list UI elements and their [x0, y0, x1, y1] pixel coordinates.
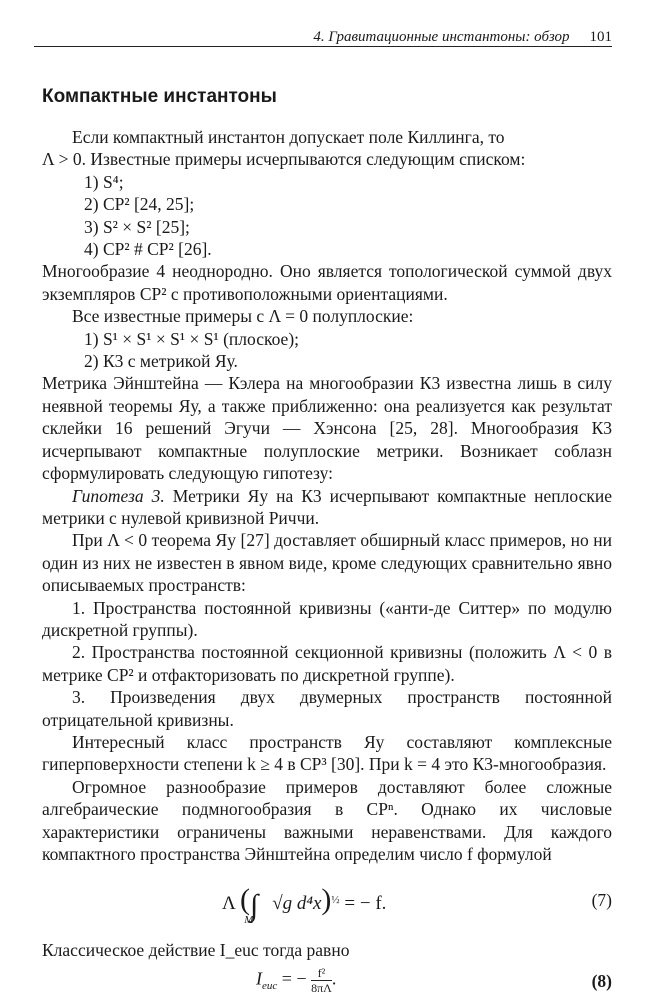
paragraph-7: 2. Пространства постоянной секционной кривизны (положить Λ < 0 в метрике CP² и отфакторизовать по дискретной группе). [42, 642, 612, 685]
eq8-lhs-sub: euc [262, 980, 278, 993]
eq7-lambda: Λ [222, 893, 236, 915]
list2-item-2: 2) К3 с метрикой Яу. [84, 351, 238, 372]
hypothesis [42, 485, 612, 530]
eq7-domain: M [244, 914, 254, 927]
equation-7 [42, 875, 612, 939]
page-number: 101 [589, 29, 612, 45]
paragraph-1: Если компактный инстантон допускает поле Киллинга, то [72, 127, 505, 147]
list1-item-4: 4) CP² # CP² [26]. [84, 239, 212, 260]
eq8-fraction [311, 966, 332, 995]
page-body [42, 126, 612, 1006]
integral-sign: ∫ [250, 889, 259, 923]
paragraph-2: Многообразие 4 неоднородно. Оно является топологической суммой двух экземпляров CP² с противоположными ориентациями. [42, 261, 612, 304]
equation-8-formula [256, 966, 336, 998]
equation-8 [42, 962, 612, 1006]
list2-item-1: 1) S¹ × S¹ × S¹ × S¹ (плоское); [84, 328, 300, 349]
paragraph-1b: Λ > 0. Известные примеры исчерпываются следующим списком: [42, 149, 526, 170]
paragraph-6: 1. Пространства постоянной кривизны («анти-де Ситтер» по модулю дискретной группы). [42, 597, 612, 640]
equation-7-formula: Λ ($\int_M$ √g d⁴x)$^{\frac{1}{2}}$ = − f. [222, 883, 387, 927]
list1-item-1: 1) S⁴; [84, 171, 124, 192]
hypothesis-label: Гипотеза 3. [72, 485, 165, 506]
paragraph-11: Классическое действие I_euc тогда равно [42, 940, 350, 961]
hypothesis-text: Метрики Яу на К3 исчерпывают компактные неплоские метрики с нулевой кривизной Риччи. [42, 485, 612, 528]
paragraph-3: Все известные примеры с Λ = 0 полуплоские: [72, 306, 414, 327]
equation-7-number: (7) [591, 890, 612, 911]
list1-item-3: 3) S² × S² [25]; [84, 216, 190, 237]
running-header [34, 26, 612, 47]
eq8-denominator: 8πΛ [311, 980, 332, 995]
paragraph-8: 3. Произведения двух двумерных пространств постоянной отрицательной кривизны. [42, 687, 612, 730]
paragraph-5: При Λ < 0 теорема Яу [27] доставляет обширный класс примеров, но ни один из них не известен в явном виде, кроме следующих сравнительно явно описываемых пространств: [42, 530, 612, 596]
paragraph-10: Огромное разнообразие примеров доставляют более сложные алгебраические подмногообразия в CPⁿ. Однако их числовые характеристики ограничены важными неравенствами. Для каждого компактного пространства Эйнштейна определим число f формулой [42, 776, 612, 864]
equation-8-number: (8) [591, 970, 612, 991]
eq7-exponent: ½ [331, 894, 340, 907]
eq8-numerator: f² [311, 966, 332, 981]
paragraph-4: Метрика Эйнштейна — Кэлера на многообразии К3 известна лишь в силу неявной теоремы Яу, а также приближенно: она реализуется как результат склейки 16 решений Эгучи — Хэнсона [25, 28]. Многообразия К3 исчерпывают компактные полуплоские метрики. Возникает соблазн сформулировать следующую гипотезу: [42, 373, 612, 484]
list1-item-2: 2) CP² [24, 25]; [84, 194, 195, 215]
header-title: 4. Гравитационные инстантоны: обзор [313, 29, 570, 45]
paragraph-9: Интересный класс пространств Яу составляют комплексные гиперповерхности степени k ≥ 4 в CP³ [30]. При k = 4 это К3-многообразия. [42, 731, 612, 775]
eq8-equals: = − [277, 968, 307, 989]
eq8-lhs: I [256, 968, 262, 989]
eq7-integrand: √g d⁴x [272, 893, 322, 915]
eq8-tail: . [331, 968, 337, 989]
eq7-rhs: = − f. [344, 893, 387, 915]
section-title: Компактные инстантоны [42, 86, 277, 107]
